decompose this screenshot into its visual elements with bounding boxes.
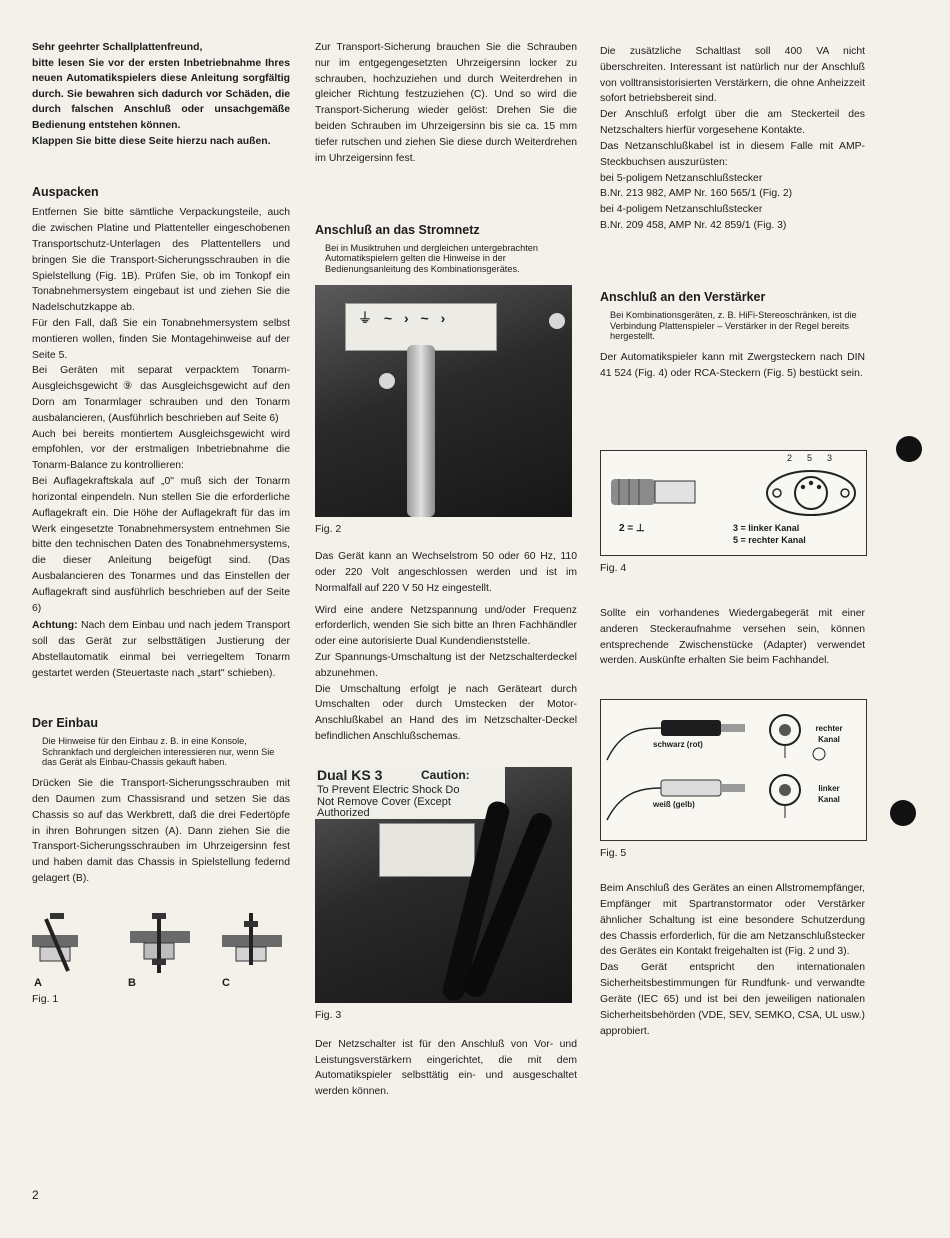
- column-1: [32, 40, 290, 1009]
- fig4-left-channel-legend: 3 = linker Kanal: [733, 522, 800, 533]
- fig1-c-drawing: [222, 913, 282, 965]
- achtung-paragraph: [32, 618, 290, 681]
- netzschalter-paragraph: Der Netzschalter ist für den Anschluß von Vor- und Leistungsverstärkern eingerichtet, die mit dem Automatikspieler selbsttätig ein- und ausgeschaltet werden können.: [315, 1038, 577, 1098]
- fig1-a-drawing: [32, 913, 78, 971]
- fig3-model-label: Dual KS 3: [317, 766, 383, 783]
- allstrom-paragraph: Beim Anschluß des Gerätes an einen Allstromempfänger, Empfänger mit Spartranstormator oder Verstärker ähnlicher Schaltung ist eine besondere Schutzerdung des Chassis erforderlich, für die am Netzanschlußstecker des Gerätes ein Kontakt freigehalten ist (Fig. 2 und 3).: [600, 883, 865, 958]
- transport-paragraph: Zur Transport-Sicherung brauchen Sie die Schrauben nur im entgegengesetzten Uhrzeigersinn locker zu schrauben, hochzuziehen und durch Weiterdrehen in gleicher Richtung festzuziehen (C). Und so wird die Transport-Sicherung wieder gelöst: Drehen Sie die beiden Schrauben im Uhrzeigersinn bis sie ca. 15 mm tiefer rutschen und ziehen Sie diese durch Weiterdrehen im Uhrzeigersinn fest.: [315, 42, 577, 164]
- fig2-screw: [549, 313, 565, 329]
- fig3-warning-line: Authorized: [317, 806, 370, 819]
- auspacken-paragraph: Bei Geräten mit separat verpacktem Tonarm-Ausgleichsgewicht ⑨ das Ausgleichsgewicht auf den Dorn am Tonarmlager schrauben und den Tonarm ausbalancieren, (Ausführlich beschrieben auf Seite 6): [32, 365, 290, 424]
- heading-einbau: Der Einbau: [32, 715, 98, 730]
- fig2-caption: Fig. 2: [315, 523, 342, 536]
- amp-line: B.Nr. 209 458, AMP Nr. 42 859/1 (Fig. 3): [600, 219, 787, 231]
- einbau-paragraph: Drücken Sie die Transport-Sicherungsschrauben mit den Daumen zum Chassisrand und setzen Sie das Chassis so auf das Werkbrett, daß die drei Federtöpfe in ihren Bohrungen sitzen (A). Dann ziehen Sie die Transport-Sicherungsschrauben im Uhrzeigersinn fest und haben damit das Chassis in Spielstellung federnd gelagert (B).: [32, 778, 290, 885]
- column-2: [315, 40, 577, 1100]
- heading-stromnetz: Anschluß an das Stromnetz: [315, 222, 480, 237]
- fig2-screw: [379, 373, 395, 389]
- schaltlast-paragraph: Die zusätzliche Schaltlast soll 400 VA nicht überschreiten. Interessant ist natürlich nur der Anschluß von volltransistorisierten Verstärkern, die ohne Anheizzeit sofort betriebsbereit sind.: [600, 46, 865, 105]
- fig1-label-b: B: [128, 976, 136, 989]
- fig3-warning-line: Not Remove Cover (Except: [317, 795, 451, 808]
- amp-line: bei 5-poligem Netzanschlußstecker: [600, 172, 763, 184]
- fig1-illustration: [32, 913, 290, 979]
- stromnetz-note: Bei in Musiktruhen und dergleichen untergebrachten Automatikspielern gelten die Hinweise in der Bedienungsanleitung des Kombinationsgerätes.: [325, 242, 538, 275]
- heading-verstaerker: Anschluß an den Verstärker: [600, 289, 766, 304]
- fig3-caption: Fig. 3: [315, 1008, 342, 1021]
- auspacken-paragraph: Entfernen Sie bitte sämtliche Verpackungsteile, auch die zwischen Platine und Plattenteller eingeschobenen Transportschutz-Unterlagen des Plattentellers und bringen Sie die Transport-Sicherungsschrauben in die Spielstellung (Fig. 1B). Prüfen Sie, ob im Tonkopf ein Tonabnehmersystem eingebaut ist und ziehen Sie die Nadelschutzkappe ab.: [32, 207, 290, 314]
- figure-3-photo: [315, 767, 572, 1003]
- fig1-caption: Fig. 1: [32, 992, 59, 1005]
- binder-hole: [890, 800, 916, 826]
- binder-hole: [896, 436, 922, 462]
- figure-1: [32, 913, 290, 1009]
- amp-paragraph: Das Netzanschlußkabel ist in diesem Falle mit AMP-Steckbuchsen auszurüsten:: [600, 140, 865, 168]
- fig4-pin-label: 3: [827, 452, 833, 463]
- figure-4: [600, 450, 867, 556]
- heading-auspacken: Auspacken: [32, 185, 99, 200]
- verstaerker-paragraph: Der Automatikspieler kann mit Zwergsteckern nach DIN 41 524 (Fig. 4) oder RCA-Steckern (Fig. 5) bestückt sein.: [600, 352, 865, 380]
- intro-fold-note: Klappen Sie bitte diese Seite hierzu nach außen.: [32, 135, 271, 147]
- intro-greeting: Sehr geehrter Schallplattenfreund,: [32, 42, 203, 53]
- auspacken-paragraph: Auch bei bereits montiertem Ausgleichsgewicht wird empfohlen, vor der erstmaligen Inbetriebnahme die Tonarm-Balance zu kontrollieren:: [32, 428, 290, 472]
- stromnetz-paragraph: Die Umschaltung erfolgt je nach Geräteart durch Umschalten oder durch Umstecken der Motor-Anschlußkabel an Hand des im Netzschalter-Deckel befindlichen Anschlußschemas.: [315, 683, 577, 743]
- fig4-pin-label: 2: [787, 452, 793, 463]
- fig5-plug-color-label: weiß (gelb): [653, 800, 695, 810]
- fig2-connector-block: [345, 303, 497, 351]
- achtung-label: Achtung:: [32, 620, 78, 632]
- fig4-right-channel-legend: 5 = rechter Kanal: [733, 534, 806, 545]
- stromnetz-paragraph: Wird eine andere Netzspannung und/oder Frequenz erforderlich, wenden Sie sich bitte an Ihren Fachhändler oder eine autorisierte Dual Kundendienststelle.: [315, 604, 577, 648]
- fig3-caution-label: Caution:: [421, 767, 470, 782]
- fig5-channel-label: linker Kanal: [818, 784, 840, 804]
- fig1-label-a: A: [34, 976, 42, 989]
- fig4-ground-legend: 2 = ⊥: [619, 522, 645, 534]
- amp-line: bei 4-poligem Netzanschlußstecker: [600, 204, 763, 216]
- fig2-cable: [407, 345, 435, 517]
- page-number: 2: [32, 1188, 39, 1202]
- fig2-terminal-symbols: ⏚ ~ › ~ ›: [358, 310, 450, 327]
- auspacken-paragraph: Für den Fall, daß Sie ein Tonabnehmersystem selbst montieren wollen, finden Sie Montagehinweise auf der Seite 5.: [32, 317, 290, 361]
- intro-block: [32, 40, 290, 149]
- fig1-label-c: C: [222, 976, 230, 989]
- fig1-b-drawing: [130, 913, 190, 973]
- achtung-text: Nach dem Einbau und nach jedem Transport soll das Gerät zur selbsttätigen Justierung der Abstellautomatik einmal bei verriegeltem Tonarm gestartet werden (Steuertaste nach „start" schieben).: [32, 620, 290, 679]
- verstaerker-note: Bei Kombinationsgeräten, z. B. HiFi-Stereoschränken, ist die Verbindung Plattenspieler – Verstärker in der Regel bereits hergestellt.: [610, 309, 857, 342]
- fig5-caption: Fig. 5: [600, 847, 627, 860]
- auspacken-paragraph: Bei Auflagekraftskala auf „0" muß sich der Tonarm horizontal einpendeln. Nun stellen Sie die erforderliche Auflagekraft ein. Die Höhe der Auflagekraft für das im Werk eingesetzte Tonabnehmersystem entnehmen Sie bitte den technischen Daten des Tonabnehmersystems, die dieser Anleitung beigefügt sind. (Das Ausbalancieren des Tonarmes und das Einstellen der Auflagekraft sind ausführlich beschrieben auf der Seite 6): [32, 476, 290, 614]
- einbau-note: Die Hinweise für den Einbau z. B. in eine Konsole, Schrankfach und dergleichen interessieren nur, wenn Sie das Gerät als Einbau-Chassis gekauft haben.: [42, 735, 275, 768]
- fig4-caption: Fig. 4: [600, 561, 627, 574]
- stromnetz-paragraph: Zur Spannungs-Umschaltung ist der Netzschalterdeckel abzunehmen.: [315, 651, 577, 679]
- figure-2-photo: [315, 285, 572, 517]
- amp-line: B.Nr. 213 982, AMP Nr. 160 565/1 (Fig. 2): [600, 188, 793, 200]
- intro-text: bitte lesen Sie vor der ersten Inbetriebnahme Ihres neuen Automatikspielers diese Anleitung sorgfältig durch. Sie bewahren sich dadurch vor Schäden, die durch falschen Anschluß oder unsachgemäße Bedienung entstehen können.: [32, 57, 290, 132]
- fig4-pin-label: 5: [807, 452, 813, 463]
- stromnetz-paragraph: Das Gerät kann an Wechselstrom 50 oder 60 Hz, 110 oder 220 Volt angeschlossen werden und ist im Normalfall auf 220 V 50 Hz eingestellt.: [315, 551, 577, 594]
- column-3: [600, 44, 865, 1039]
- fig3-connector-block: [379, 823, 475, 877]
- adapter-paragraph: Sollte ein vorhandenes Wiedergabegerät mit einer anderen Steckeraufnahme versehen sein, können entsprechende Zwischenstücke (Adapter) verwendet werden. Auskünfte erhalten Sie beim Fachhandel.: [600, 607, 865, 667]
- fig5-plug-color-label: schwarz (rot): [653, 740, 703, 750]
- figure-5: [600, 699, 867, 841]
- safety-paragraph: Das Gerät entspricht den internationalen Sicherheitsbestimmungen für Rundfunk- und verwandte Geräte (IEC 65) und ist bei den jeweiligen nationalen Sicherheitsbehörden (VDE, SEV, SEMKO, CSA, UL usw.) approbiert.: [600, 962, 865, 1037]
- fig3-label-plate: [315, 767, 505, 819]
- fig5-rca-plug-drawing: [601, 700, 866, 840]
- fig5-channel-label: rechter Kanal: [815, 724, 843, 744]
- fig3-warning-line: To Prevent Electric Shock Do: [317, 783, 460, 796]
- anschluss-paragraph: Der Anschluß erfolgt über die am Steckerteil des Netzschalters hierfür vorgesehene Kontakte.: [600, 109, 865, 137]
